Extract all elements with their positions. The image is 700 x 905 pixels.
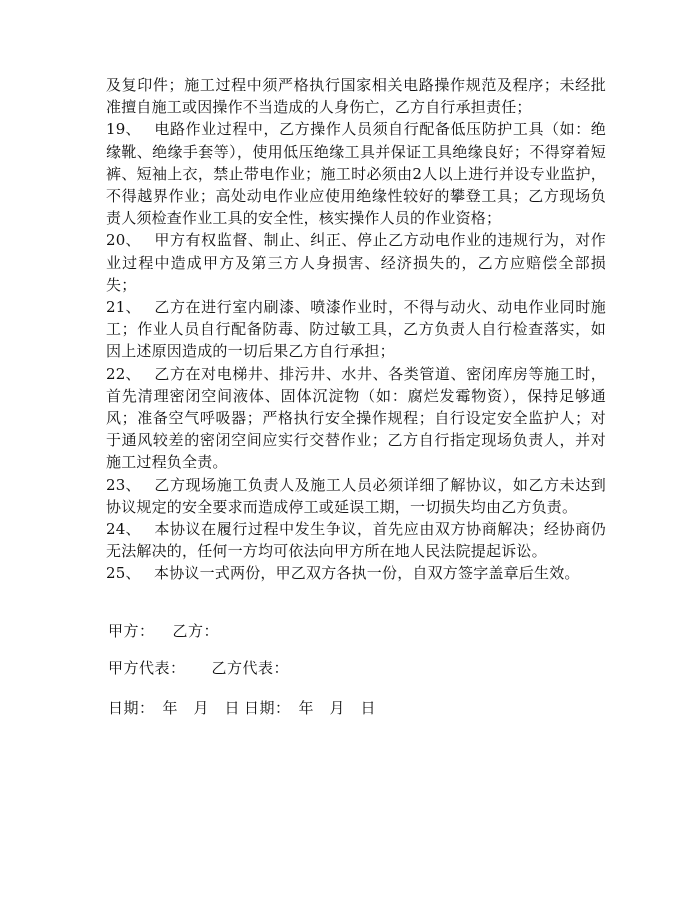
clause-number: 22、 (106, 364, 141, 383)
agreement-body (106, 74, 606, 585)
clause-text: 乙方在对电梯井、排污井、水井、各类管道、密闭库房等施工时，首先清理密闭空间液体、固体沉淀物（如：腐烂发霉物资），保持足够通风；准备空气呼吸器；严格执行安全操作规程；自行设定安全监护人；对于通风较差的密闭空间应实行交替作业；乙方自行指定现场负责人，并对施工过程负全责。 (106, 364, 606, 472)
clause-text: 本协议一式两份，甲乙双方各执一份，自双方签字盖章后生效。 (154, 564, 580, 583)
clause-text: 乙方现场施工负责人及施工人员必须详细了解协议，如乙方未达到协议规定的安全要求而造成停工或延误工期，一切损失均由乙方负责。 (106, 475, 606, 516)
rep-a-label: 甲方代表： (108, 659, 186, 677)
clause-number: 24、 (106, 520, 141, 539)
clause-23 (106, 474, 606, 518)
clause-number: 21、 (106, 298, 141, 317)
clause-text: 乙方在进行室内刷漆、喷漆作业时，不得与动火、动电作业同时施工；作业人员自行配备防毒、防过敏工具，乙方负责人自行检查落实，如因上述原因造成的一切后果乙方自行承担； (106, 298, 606, 361)
party-b-label: 乙方： (172, 622, 220, 640)
date-signature-line (108, 697, 588, 719)
continuation-paragraph: 及复印件；施工过程中须严格执行国家相关电路操作规范及程序；未经批准擅自施工或因操作不当造成的人身伤亡，乙方自行承担责任； (106, 76, 606, 117)
date-b-label: 日期： 年 月 日 (244, 699, 377, 717)
representative-signature-line (108, 657, 588, 679)
clause-number: 23、 (106, 475, 141, 494)
party-signature-line (108, 620, 588, 642)
clause-22 (106, 363, 606, 474)
clause-25 (106, 562, 606, 584)
clause-text: 甲方有权监督、制止、纠正、停止乙方动电作业的违规行为，对作业过程中造成甲方及第三方人身损害、经济损失的，乙方应赔偿全部损失； (106, 231, 606, 294)
date-a-label: 日期： 年 月 日 (108, 699, 241, 717)
clause-number: 19、 (106, 120, 141, 139)
clause-number: 20、 (106, 231, 141, 250)
party-a-label: 甲方： (108, 622, 155, 640)
clause-19 (106, 118, 606, 229)
clause-24 (106, 518, 606, 562)
clause-text: 本协议在履行过程中发生争议，首先应由双方协商解决；经协商仍无法解决的，任何一方均可依法向甲方所在地人民法院提起诉讼。 (106, 520, 606, 561)
clause-number: 25、 (106, 564, 141, 583)
clause-text: 电路作业过程中，乙方操作人员须自行配备低压防护工具（如：绝缘靴、绝缘手套等），使用低压绝缘工具并保证工具绝缘良好；不得穿着短裤、短袖上衣，禁止带电作业；施工时必须由2人以上进行并设专业监护，不得越界作业；高处动电作业应使用绝缘性较好的攀登工具；乙方现场负责人须检查作业工具的安全性，核实操作人员的作业资格； (106, 120, 606, 228)
rep-b-label: 乙方代表： (211, 659, 290, 677)
clause-20 (106, 229, 606, 296)
clause-21 (106, 296, 606, 363)
